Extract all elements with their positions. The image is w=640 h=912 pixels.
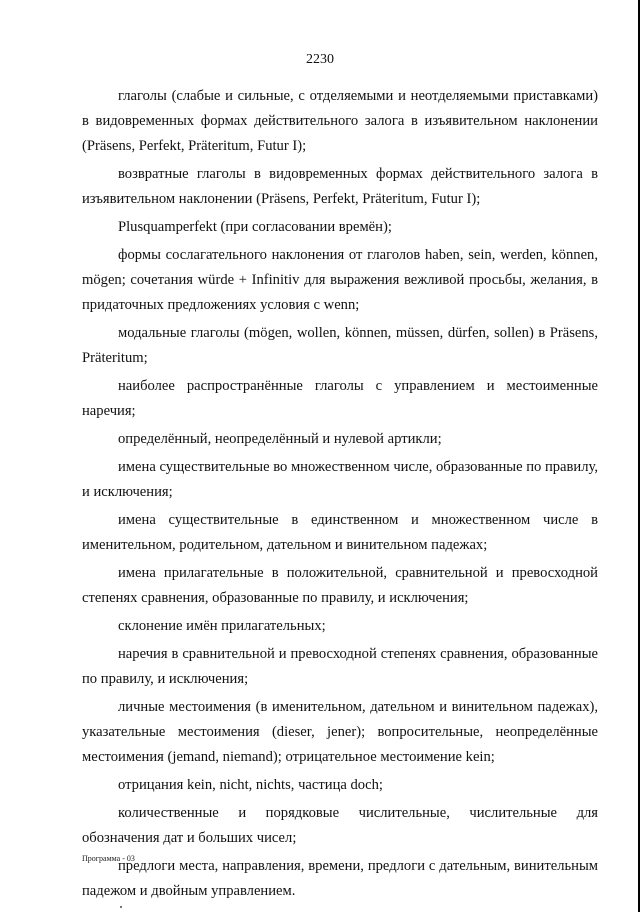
- document-body: [82, 84, 598, 907]
- paragraph-13: личные местоимения (в именительном, дательном и винительном падежах), указательные местоимения (dieser, jener); вопросительные, неопределённые местоимения (jemand, niemand); отрицательное местоимение kein;: [82, 699, 598, 765]
- paragraph-4: формы сослагательного наклонения от глаголов haben, sein, werden, können, mögen; сочетания würde + Infinitiv для выражения вежливой просьбы, желания, в придаточных предложениях условия с wenn;: [82, 247, 598, 313]
- footer-note: Программа - 03: [82, 854, 135, 863]
- paragraph-3: Plusquamperfekt (при согласовании времён);: [118, 219, 392, 235]
- paragraph-14: отрицания kein, nicht, nichts, частица doch;: [118, 777, 383, 793]
- paragraph-12: наречия в сравнительной и превосходной степенях сравнения, образованные по правилу, и исключения;: [82, 646, 598, 687]
- scan-speck: [120, 906, 122, 908]
- paragraph-8: имена существительные во множественном числе, образованные по правилу, и исключения;: [82, 459, 599, 500]
- paragraph-15: количественные и порядковые числительные, числительные для обозначения дат и больших чисел;: [82, 805, 598, 846]
- paragraph-9: имена существительные в единственном и множественном числе в именительном, родительном, дательном и винительном падежах;: [82, 512, 598, 553]
- paragraph-2: возвратные глаголы в видовременных формах действительного залога в изъявительном наклонении (Präsens, Perfekt, Präteritum, Futur I);: [82, 166, 598, 207]
- paragraph-5: модальные глаголы (mögen, wollen, können, müssen, dürfen, sollen) в Präsens, Präteritum;: [82, 325, 598, 366]
- paragraph-10: имена прилагательные в положительной, сравнительной и превосходной степенях сравнения, образованные по правилу, и исключения;: [82, 565, 598, 606]
- paragraph-7: определённый, неопределённый и нулевой артикли;: [118, 431, 442, 447]
- page-number: 2230: [306, 52, 334, 67]
- paragraph-11: склонение имён прилагательных;: [118, 618, 326, 634]
- paragraph-16: предлоги места, направления, времени, предлоги с дательным, винительным падежом и двойным управлением.: [82, 858, 598, 899]
- paragraph-1: глаголы (слабые и сильные, с отделяемыми и неотделяемыми приставками) в видовременных формах действительного залога в изъявительном наклонении (Präsens, Perfekt, Präteritum, Futur I);: [82, 88, 598, 154]
- paragraph-6: наиболее распространённые глаголы с управлением и местоименные наречия;: [82, 378, 598, 419]
